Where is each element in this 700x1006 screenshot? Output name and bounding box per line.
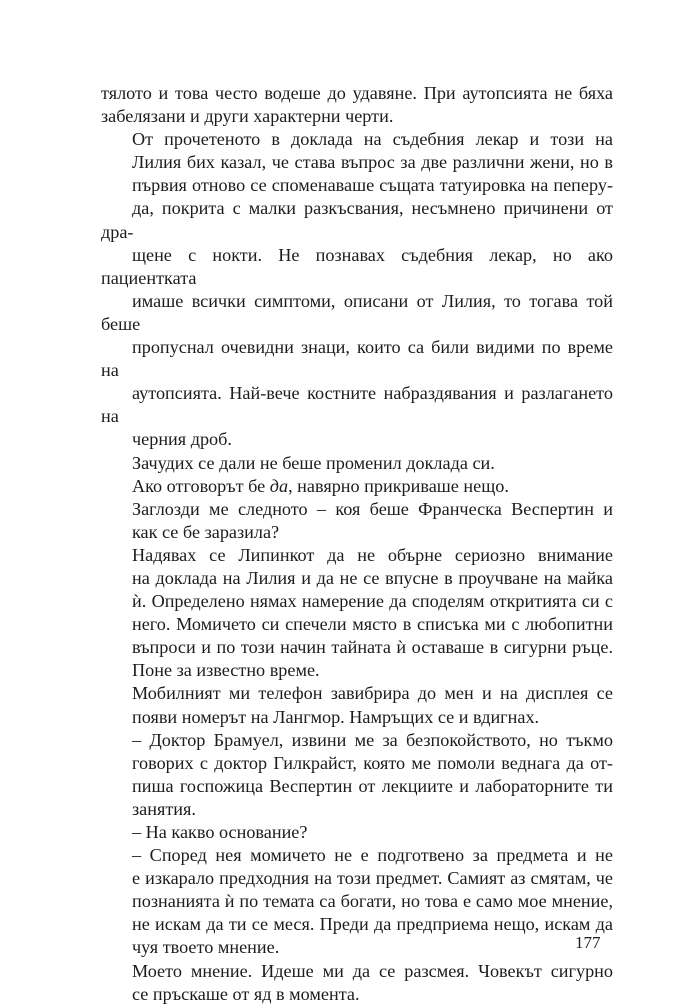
text-line: – Според нея момичето не е подготвено за предмета и не bbox=[132, 845, 613, 866]
text-line: занятия. bbox=[132, 798, 196, 819]
text-line: пропуснал очевидни знаци, които са били видими по време на bbox=[101, 337, 613, 381]
text-line: забелязани и други характерни черти. bbox=[101, 106, 394, 127]
page-body bbox=[101, 82, 613, 1006]
paragraph bbox=[101, 82, 613, 128]
paragraph bbox=[101, 729, 613, 821]
text-line: появи номерът на Лангмор. Намръщих се и вдигнах. bbox=[132, 706, 540, 727]
paragraph bbox=[101, 960, 613, 1006]
text-line: на доклада на Лилия и да не се впусне в проучване на майка bbox=[132, 567, 613, 588]
text-line: аутопсията. Най-вече костните набраздявания и разлагането на bbox=[101, 383, 613, 427]
page-number: 177 bbox=[575, 933, 601, 952]
paragraph bbox=[101, 128, 613, 451]
text-line: въпроси и по този начин тайната ѝ оставаше в сигурни ръце. bbox=[132, 637, 613, 658]
text-line: Мобилният ми телефон завибрира до мен и на дисплея се bbox=[132, 683, 613, 704]
text-line: Заглозди ме следното – коя беше Франческа Веспертин и bbox=[132, 498, 613, 519]
text-line: Лилия бих казал, че става въпрос за две различни жени, но в bbox=[132, 152, 613, 173]
text-line: чуя твоето мнение. bbox=[132, 937, 280, 958]
text-line: тялото и това често водеше до удавяне. При аутопсията не бяха bbox=[101, 83, 613, 103]
text-line: Надявах се Липинкот да не обърне сериозно внимание bbox=[132, 544, 613, 565]
text-line: първия отново се споменаваше същата татуировка на пеперу- bbox=[132, 175, 613, 196]
text-line: черния дроб. bbox=[132, 429, 232, 450]
text-line: да, покрита с малки разкъсвания, несъмнено причинени от дра- bbox=[101, 198, 613, 242]
text-line: познанията ѝ по темата са богати, но това е само мое мнение, bbox=[132, 891, 613, 912]
text-line: не искам да ти се меся. Преди да предприема нещо, искам да bbox=[132, 914, 613, 935]
text-line: Моето мнение. Идеше ми да се разсмея. Човекът сигурно bbox=[132, 960, 613, 981]
text-line: Ако отговорът бе да, навярно прикриваше нещо. bbox=[132, 475, 509, 496]
text-line: – На какво основание? bbox=[132, 822, 308, 842]
text-line: него. Момичето си спечели място в списъка ми с любопитни bbox=[132, 614, 613, 635]
text-line: Поне за известно време. bbox=[132, 660, 320, 681]
text-line: имаше всички симптоми, описани от Лилия, то тогава той беше bbox=[101, 290, 613, 334]
paragraph bbox=[101, 844, 613, 959]
text-line: говорих с доктор Гилкрайст, която ме помоли веднага да от- bbox=[132, 752, 613, 773]
text-line: щене с нокти. Не познавах съдебния лекар, но ако пациентката bbox=[101, 244, 613, 288]
text-line: е изкарало предходния на този предмет. Самият аз смятам, че bbox=[132, 868, 613, 889]
text-line: пиша госпожица Веспертин от лекциите и лабораторните ти bbox=[132, 775, 613, 796]
paragraph bbox=[101, 498, 613, 544]
paragraph bbox=[101, 821, 613, 844]
paragraph bbox=[101, 544, 613, 683]
paragraph bbox=[101, 682, 613, 728]
text-line: Зачудих се дали не беше променил доклада си. bbox=[132, 452, 495, 473]
paragraph bbox=[101, 475, 613, 498]
text-line: се пръскаше от яд в момента. bbox=[132, 983, 360, 1004]
text-line: ѝ. Определено нямах намерение да споделям откритията си с bbox=[132, 591, 613, 612]
text-line: как се бе заразила? bbox=[132, 521, 280, 542]
text-line: – Доктор Брамуел, извини ме за безпокойството, но тъкмо bbox=[132, 729, 613, 750]
paragraph bbox=[101, 452, 613, 475]
text-line: От прочетеното в доклада на съдебния лекар и този на bbox=[132, 129, 613, 150]
